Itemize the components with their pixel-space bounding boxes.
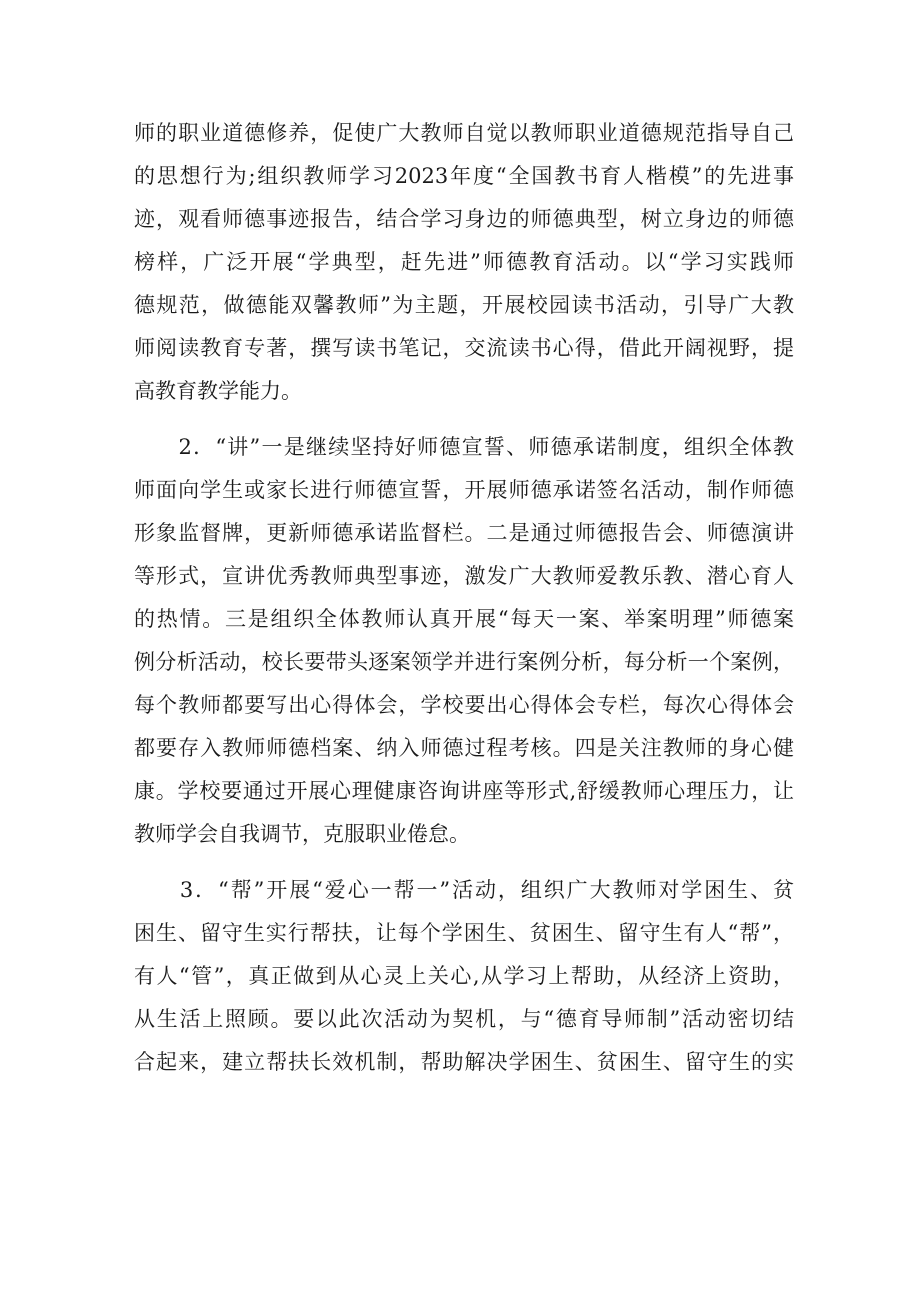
text-line: 的热情。三是组织全体教师认真开展“每天一案、举案明理”师德案 <box>134 607 794 631</box>
text-line: 师阅读教育专著，撰写读书笔记，交流读书心得，借此开阔视野，提 <box>134 336 794 360</box>
text-line: 有人“管”，真正做到从心灵上关心,从学习上帮助，从经济上资助， <box>134 964 794 988</box>
text-line: 从生活上照顾。要以此次活动为契机，与“德育导师制”活动密切结 <box>134 1007 794 1031</box>
document-body <box>134 112 794 1084</box>
text-line: 每个教师都要写出心得体会，学校要出心得体会专栏，每次心得体会 <box>134 693 794 717</box>
text-line: 师的职业道德修养，促使广大教师自觉以教师职业道德规范指导自己 <box>134 121 794 145</box>
text-line: 教师学会自我调节，克服职业倦怠。 <box>134 822 470 846</box>
text-line: 3．“帮”开展“爱心一帮一”活动，组织广大教师对学困生、贫 <box>134 878 794 902</box>
text-line: 都要存入教师师德档案、纳入师德过程考核。四是关注教师的身心健 <box>134 736 794 760</box>
text-line: 2．“讲”一是继续坚持好师德宣誓、师德承诺制度，组织全体教 <box>134 435 794 459</box>
text-line: 例分析活动，校长要带头逐案领学并进行案例分析，每分析一个案例， <box>134 650 794 674</box>
paragraph-3-bang <box>134 869 794 1084</box>
text-line: 等形式，宣讲优秀教师典型事迹，激发广大教师爱教乐教、潜心育人 <box>134 564 794 588</box>
text-line: 榜样，广泛开展“学典型，赶先进”师德教育活动。以“学习实践师 <box>134 250 794 274</box>
text-line: 高教育教学能力。 <box>134 379 302 403</box>
text-line: 迹，观看师德事迹报告，结合学习身边的师德典型，树立身边的师德 <box>134 207 794 231</box>
text-line: 困生、留守生实行帮扶，让每个学困生、贫困生、留守生有人“帮”， <box>134 921 794 945</box>
text-line: 德规范，做德能双馨教师”为主题，开展校园读书活动，引导广大教 <box>134 293 794 317</box>
paragraph-2-jiang <box>134 426 794 856</box>
text-line: 师面向学生或家长进行师德宣誓，开展师德承诺签名活动，制作师德 <box>134 478 794 502</box>
paragraph-1-continuation <box>134 112 794 413</box>
text-line: 的思想行为;组织教师学习2023年度“全国教书育人楷模”的先进事 <box>134 164 794 188</box>
text-line: 形象监督牌，更新师德承诺监督栏。二是通过师德报告会、师德演讲 <box>134 521 794 545</box>
text-line: 合起来，建立帮扶长效机制，帮助解决学困生、贫困生、留守生的实 <box>134 1050 794 1074</box>
text-line: 康。学校要通过开展心理健康咨询讲座等形式,舒缓教师心理压力，让 <box>134 779 794 803</box>
